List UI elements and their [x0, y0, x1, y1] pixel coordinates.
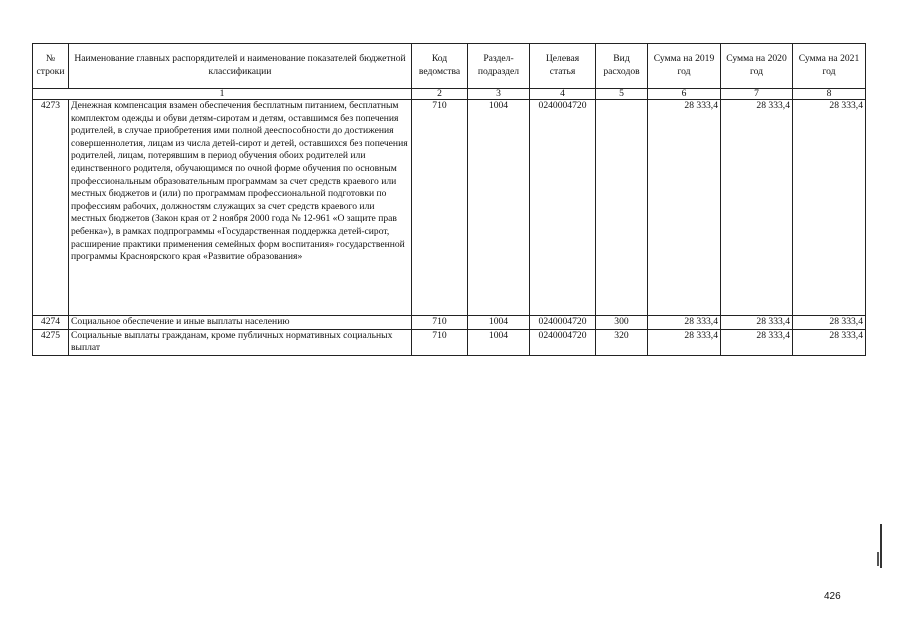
column-number-3: 3 — [468, 89, 530, 100]
header-expense-type: Вид расходов — [596, 44, 648, 89]
header-target-item: Целевая статья — [530, 44, 596, 89]
column-number-8: 8 — [793, 89, 866, 100]
row-sum-2021: 28 333,4 — [793, 316, 866, 330]
row-name: Социальные выплаты гражданам, кроме публичных нормативных социальных выплат — [69, 329, 412, 355]
header-section: Раздел-подраздел — [468, 44, 530, 89]
row-sum-2019: 28 333,4 — [648, 100, 721, 316]
row-sum-2019: 28 333,4 — [648, 316, 721, 330]
binding-edge-mark — [880, 524, 882, 568]
table-row — [33, 329, 866, 355]
row-expense-type: 320 — [596, 329, 648, 355]
header-row-number: № строки — [33, 44, 69, 89]
row-sum-2020: 28 333,4 — [721, 329, 793, 355]
header-sum-2021: Сумма на 2021 год — [793, 44, 866, 89]
row-sum-2020: 28 333,4 — [721, 100, 793, 316]
column-number-7: 7 — [721, 89, 793, 100]
row-section: 1004 — [468, 100, 530, 316]
column-number-6: 6 — [648, 89, 721, 100]
column-number-5: 5 — [596, 89, 648, 100]
binding-edge-mark-secondary — [877, 552, 879, 566]
row-section: 1004 — [468, 316, 530, 330]
row-number: 4273 — [33, 100, 69, 316]
table-row — [33, 100, 866, 316]
budget-table — [32, 43, 866, 356]
row-section: 1004 — [468, 329, 530, 355]
header-sum-2019: Сумма на 2019 год — [648, 44, 721, 89]
column-number-row — [33, 89, 866, 100]
row-target-item: 0240004720 — [530, 100, 596, 316]
row-sum-2021: 28 333,4 — [793, 329, 866, 355]
header-dept-code: Код ведомства — [412, 44, 468, 89]
column-number-1: 1 — [33, 89, 412, 100]
page-number: 426 — [824, 591, 841, 602]
row-dept-code: 710 — [412, 316, 468, 330]
table-row — [33, 316, 866, 330]
column-number-2: 2 — [412, 89, 468, 100]
row-dept-code: 710 — [412, 100, 468, 316]
row-sum-2021: 28 333,4 — [793, 100, 866, 316]
row-sum-2020: 28 333,4 — [721, 316, 793, 330]
row-target-item: 0240004720 — [530, 316, 596, 330]
row-sum-2019: 28 333,4 — [648, 329, 721, 355]
row-name: Социальное обеспечение и иные выплаты населению — [69, 316, 412, 330]
row-target-item: 0240004720 — [530, 329, 596, 355]
header-name: Наименование главных распорядителей и наименование показателей бюджетной классификации — [69, 44, 412, 89]
row-expense-type — [596, 100, 648, 316]
row-expense-type: 300 — [596, 316, 648, 330]
row-number: 4274 — [33, 316, 69, 330]
table-header-row — [33, 44, 866, 89]
row-dept-code: 710 — [412, 329, 468, 355]
row-number: 4275 — [33, 329, 69, 355]
row-name: Денежная компенсация взамен обеспечения бесплатным питанием, бесплатным комплектом одежды и обуви детям-сиротам и детям, оставшимся без попечения родителей, в случае приобретения ими полной дееспособности до достижения совершеннолетия, лицам из числа детей-сирот и детей, оставшихся без попечения родителей, лицам, потерявшим в период обучения обоих родителей или единственного родителя, обучающимся по очной форме обучения по основным профессиональным образовательным программам за счет средств краевого или местных бюджетов и (или) по программам профессиональной подготовки по профессиям рабочих, должностям служащих за счет средств краевого или местных бюджетов (Закон края от 2 ноября 2000 года № 12-961 «О защите прав ребенка»), в рамках подпрограммы «Государственная поддержка детей-сирот, расширение практики применения семейных форм воспитания» государственной программы Красноярского края «Развитие образования» — [69, 100, 412, 316]
column-number-4: 4 — [530, 89, 596, 100]
header-sum-2020: Сумма на 2020 год — [721, 44, 793, 89]
